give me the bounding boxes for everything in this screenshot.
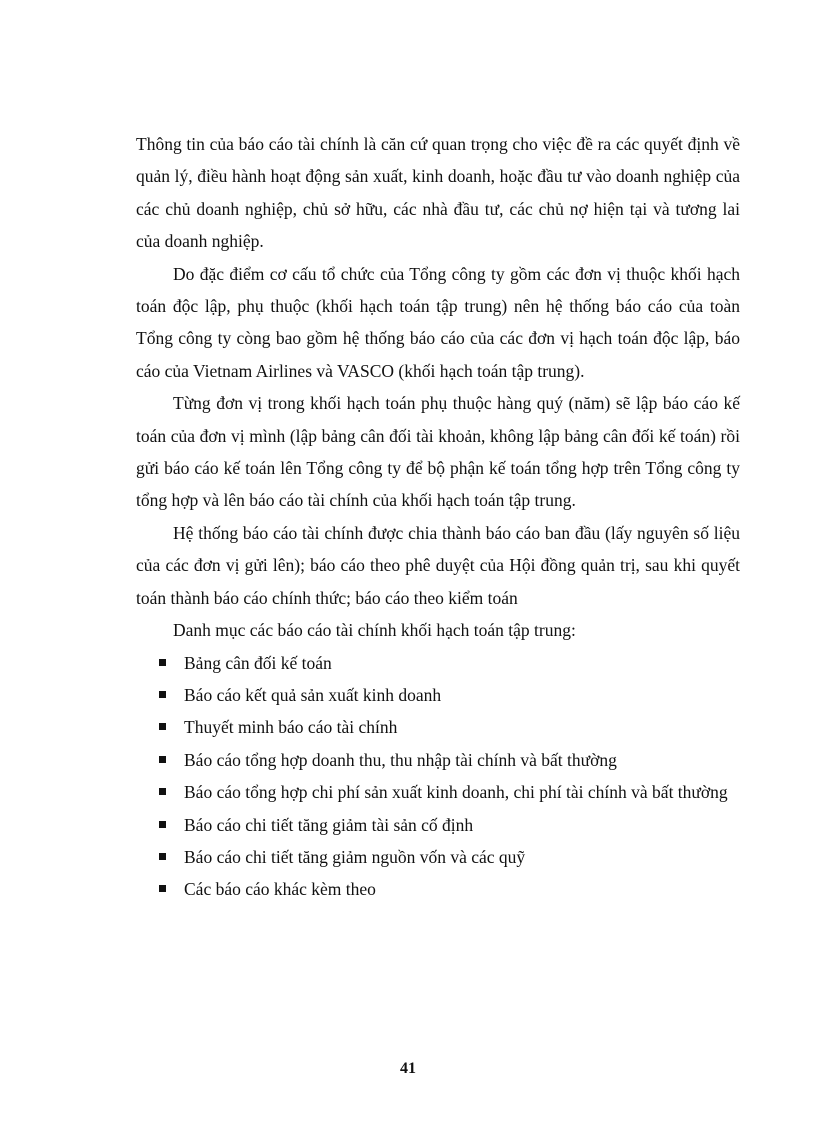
list-item	[136, 809, 740, 841]
page-body	[136, 128, 740, 906]
paragraph-report-system: Hệ thống báo cáo tài chính được chia thành báo cáo ban đầu (lấy nguyên số liệu của các đơn vị gửi lên); báo cáo theo phê duyệt của Hội đồng quản trị, sau khi quyết toán thành báo cáo chính thức; báo cáo theo kiểm toán	[136, 522, 740, 608]
paragraph-financial-info: Thông tin của báo cáo tài chính là căn cứ quan trọng cho việc đề ra các quyết định về quản lý, điều hành hoạt động sản xuất, kinh doanh, hoặc đầu tư vào doanh nghiệp của các chủ doanh nghiệp, chủ sở hữu, các nhà đầu tư, các chủ nợ hiện tại và tương lai của doanh nghiệp.	[136, 134, 740, 252]
list-item	[136, 711, 740, 743]
square-bullet-icon	[159, 885, 166, 892]
square-bullet-icon	[159, 756, 166, 763]
list-item-text: Báo cáo kết quả sản xuất kinh doanh	[184, 684, 442, 705]
report-list	[136, 647, 740, 906]
list-item	[136, 873, 740, 905]
list-item	[136, 841, 740, 873]
list-item-text: Các báo cáo khác kèm theo	[184, 879, 376, 900]
square-bullet-icon	[159, 788, 166, 795]
paragraph-dependent-units: Từng đơn vị trong khối hạch toán phụ thuộc hàng quý (năm) sẽ lập báo cáo kế toán của đơn vị mình (lập bảng cân đối tài khoản, không lập bảng cân đối kế toán) rồi gửi báo cáo kế toán lên Tổng công ty để bộ phận kế toán tổng hợp trên Tổng công ty tổng hợp và lên báo cáo tài chính của khối hạch toán tập trung.	[136, 393, 740, 511]
square-bullet-icon	[159, 691, 166, 698]
list-item-text: Báo cáo chi tiết tăng giảm nguồn vốn và các quỹ	[184, 846, 526, 867]
square-bullet-icon	[159, 853, 166, 860]
page-number: 41	[400, 1060, 416, 1077]
square-bullet-icon	[159, 659, 166, 666]
list-item	[136, 679, 740, 711]
list-heading: Danh mục các báo cáo tài chính khối hạch toán tập trung:	[173, 620, 576, 641]
list-item	[136, 744, 740, 776]
square-bullet-icon	[159, 821, 166, 828]
list-item	[136, 647, 740, 679]
list-item-text: Báo cáo tổng hợp chi phí sản xuất kinh doanh, chi phí tài chính và bất thường	[184, 782, 728, 803]
square-bullet-icon	[159, 723, 166, 730]
list-item-text: Bảng cân đối kế toán	[184, 652, 332, 673]
paragraph-org-structure: Do đặc điểm cơ cấu tổ chức của Tổng công ty gồm các đơn vị thuộc khối hạch toán độc lập, phụ thuộc (khối hạch toán tập trung) nên hệ thống báo cáo của toàn Tổng công ty còng bao gồm hệ thống báo cáo của các đơn vị hạch toán độc lập, báo cáo của Vietnam Airlines và VASCO (khối hạch toán tập trung).	[136, 263, 740, 381]
list-item-text: Báo cáo tổng hợp doanh thu, thu nhập tài chính và bất thường	[184, 749, 617, 770]
list-item-text: Báo cáo chi tiết tăng giảm tài sản cố định	[184, 814, 474, 835]
list-item	[136, 776, 740, 808]
list-item-text: Thuyết minh báo cáo tài chính	[184, 717, 398, 738]
